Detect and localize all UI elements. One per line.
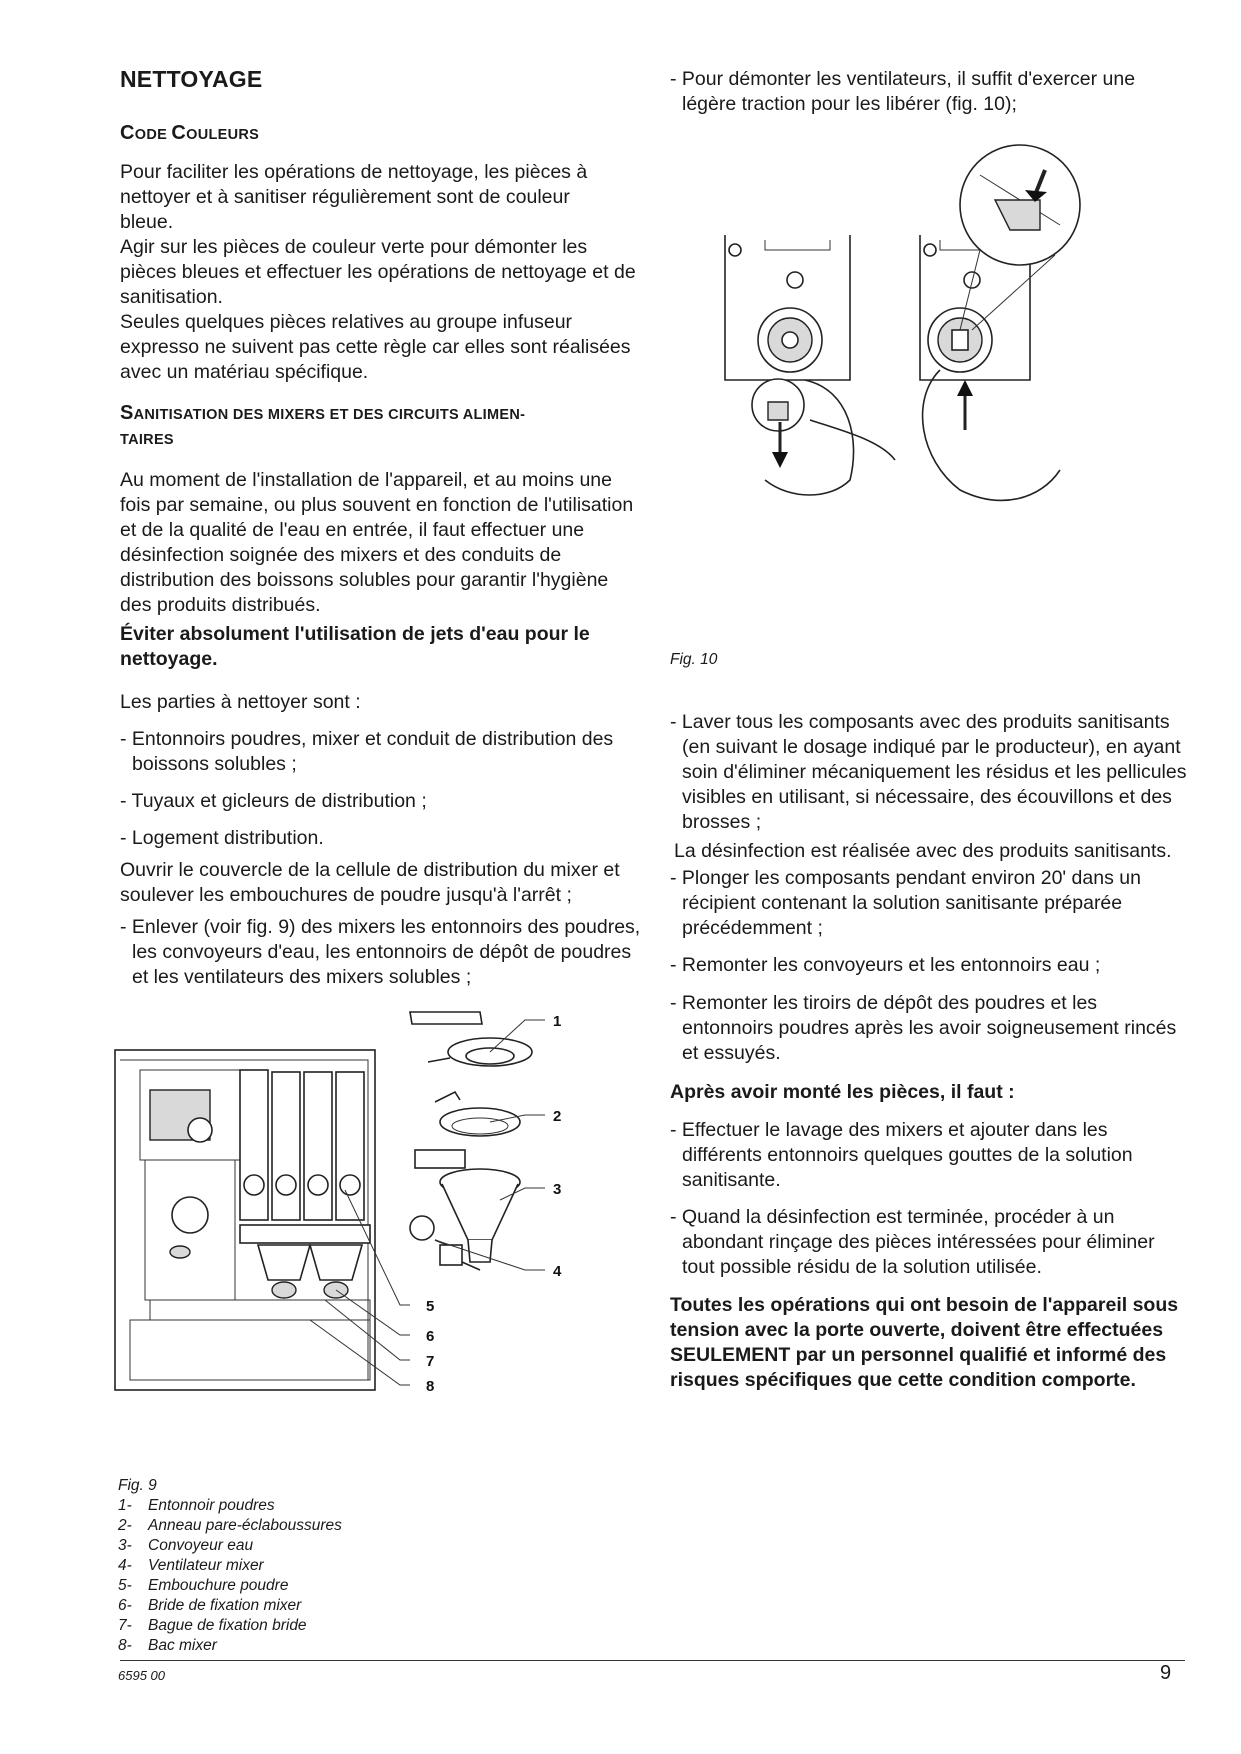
paragraph-code-1: Pour faciliter les opérations de nettoyage, les pièces à nettoyer et à sanitiser régulièrement sont de couleur bleue. (120, 161, 588, 233)
list-item-soak: - Plonger les composants pendant environ 20' dans un récipient contenant la solution sanitisante préparée précédemment ; (670, 867, 1141, 939)
water-conveyor-part (415, 1150, 465, 1168)
list-item-rinse: - Quand la désinfection est terminée, procéder à un abondant rinçage des pièces intéressées pour éliminer tout possible résidu de la solution utilisée. (670, 1206, 1155, 1278)
legend-item: 1- Entonnoir poudres (118, 1497, 275, 1514)
list-item-fans: - Pour démonter les ventilateurs, il suffit d'exercer une légère traction pour les libérer (fig. 10); (670, 68, 1136, 115)
paragraph-code-2: Agir sur les pièces de couleur verte pour démonter les pièces bleues et effectuer les opérations de nettoyage et de sanitisation. (120, 236, 636, 308)
paragraph-sanitisation: Au moment de l'installation de l'appareil, et au moins une fois par semaine, ou plus souvent en fonction de l'utilisation et de la qualité de l'eau en entrée, il faut effectuer une désinfection soignée des mixers et des conduits de distribution des boissons solubles pour garantir l'hygiène des produits distribués. (120, 469, 634, 616)
legend-item: 6- Bride de fixation mixer (118, 1597, 302, 1614)
section-heading-sanitisation: SANITISATION DES MIXERS ET DES CIRCUITS ALIMEN- (120, 402, 526, 424)
list-item: - Tuyaux et gicleurs de distribution ; (120, 790, 427, 812)
paragraph-code-3: Seules quelques pièces relatives au groupe infuseur expresso ne suivent pas cette règle car elles sont réalisées avec un matériau spécifique. (120, 311, 631, 383)
callout-2: 2 (553, 1108, 562, 1125)
callout-6: 6 (426, 1328, 435, 1345)
mixer-fan-part (410, 1216, 434, 1240)
callout-7: 7 (426, 1353, 435, 1370)
callout-5: 5 (426, 1298, 435, 1315)
powder-funnel-part (410, 1012, 482, 1024)
callout-8: 8 (426, 1378, 435, 1395)
list-item-reassemble: - Remonter les convoyeurs et les entonnoirs eau ; (670, 954, 1101, 976)
footer-code: 6595 00 (118, 1668, 165, 1683)
legend-item: 3- Convoyeur eau (118, 1537, 254, 1554)
list-item-remove: - Enlever (voir fig. 9) des mixers les entonnoirs des poudres, les convoyeurs d'eau, les entonnoirs de dépôt de poudres et les ventilateurs des mixers solubles ; (120, 916, 641, 988)
legend-item: 8- Bac mixer (118, 1637, 217, 1654)
page-title: NETTOYAGE (120, 66, 263, 92)
page-number: 9 (1160, 1662, 1172, 1684)
final-warning: Toutes les opérations qui ont besoin de l'appareil sous tension avec la porte ouverte, doivent être effectuées SEULEMENT par un personnel qualifié et informé des risques spécifiques que cette condition comporte. (670, 1294, 1179, 1391)
figure-10-caption: Fig. 10 (670, 651, 718, 668)
figure-10-illustration (710, 140, 1170, 540)
callout-1: 1 (553, 1013, 562, 1030)
list-item-drawers: - Remonter les tiroirs de dépôt des poudres et les entonnoirs poudres après les avoir soigneusement rincés et essuyés. (670, 992, 1177, 1064)
list-item: - Logement distribution. (120, 827, 324, 849)
list-item: - Entonnoirs poudres, mixer et conduit de distribution des boissons solubles ; (120, 728, 614, 775)
section-heading-code-couleurs: CODE COULEURS (120, 122, 260, 144)
parts-intro: Les parties à nettoyer sont : (120, 691, 361, 713)
footer-divider (120, 1660, 1185, 1661)
warning-water-jets: Éviter absolument l'utilisation de jets d'eau pour le nettoyage. (120, 623, 590, 670)
callout-3: 3 (553, 1181, 562, 1198)
legend-item: 2- Anneau pare-éclaboussures (118, 1517, 342, 1534)
callout-4: 4 (553, 1263, 562, 1280)
figure-9-illustration (110, 1000, 650, 1460)
paragraph-disinfection: La désinfection est réalisée avec des produits sanitisants. (674, 840, 1172, 862)
section-heading-sanitisation-cont: TAIRES (120, 432, 174, 448)
figure-9-caption: Fig. 9 (118, 1477, 157, 1494)
legend-item: 5- Embouchure poudre (118, 1577, 289, 1594)
paragraph-open-cover: Ouvrir le couvercle de la cellule de distribution du mixer et soulever les embouchures de poudre jusqu'à l'arrêt ; (120, 859, 620, 906)
legend-item: 4- Ventilateur mixer (118, 1557, 264, 1574)
legend-item: 7- Bague de fixation bride (118, 1617, 307, 1634)
splash-ring-part (435, 1092, 460, 1102)
after-heading: Après avoir monté les pièces, il faut : (670, 1081, 1015, 1103)
list-item-wash: - Laver tous les composants avec des produits sanitisants (en suivant le dosage indiqué par le producteur), en ayant soin d'éliminer mécaniquement les résidus et les pellicules visibles en utilisant, si nécessaire, des écouvillons et des brosses ; (670, 711, 1187, 833)
list-item-wash-mixers: - Effectuer le lavage des mixers et ajouter dans les différents entonnoirs quelques gouttes de la solution sanitisante. (670, 1119, 1133, 1191)
